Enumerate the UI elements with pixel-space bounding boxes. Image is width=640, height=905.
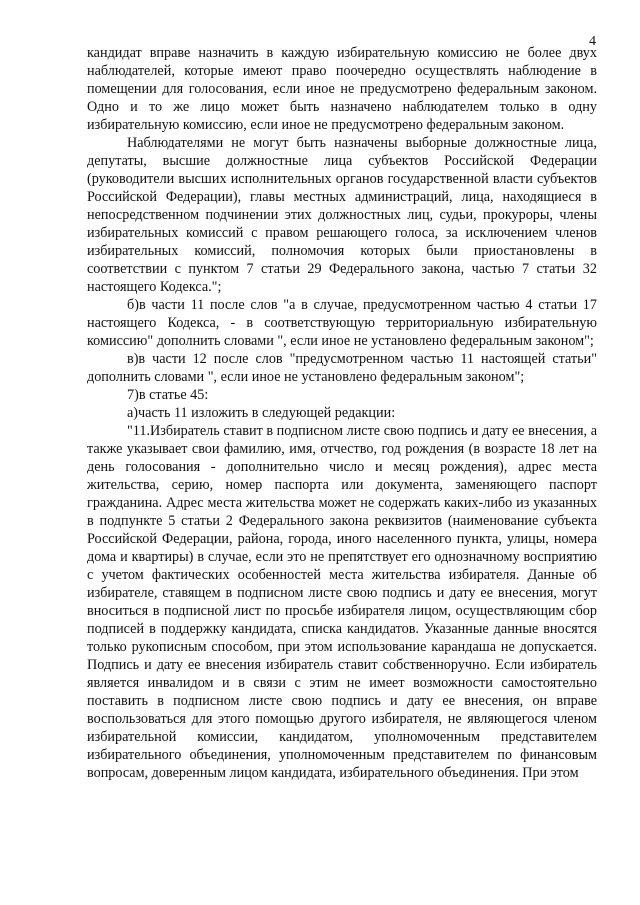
paragraph-amendment-part-11: б)в части 11 после слов "а в случае, предусмотренном частью 4 статьи 17 настоящего Кодекса, - в соответствующую территориальную избирательную комиссию" дополнить словами ", если иное не установлено федеральным законом"; <box>87 297 597 349</box>
paragraph-part-11-text: "11.Избиратель ставит в подписном листе свою подпись и дату ее внесения, а также указывает свои фамилию, имя, отчество, год рождения (в возрасте 18 лет на день голосования - дополнительно число и месяц рождения), адрес места жительства, серию, номер паспорта или документа, заменяющего паспорт гражданина. Адрес места жительства может не содержать каких-либо из указанных в подпункте 5 статьи 2 Федерального закона реквизитов (наименование субъекта Российской Федерации, района, города, иного населенного пункта, улицы, номера дома и квартиры) в случае, если это не препятствует его однозначному восприятию с учетом фактических особенностей места жительства избирателя. Данные об избирателе, ставящем в подписном листе свою подпись и дату ее внесения, могут вноситься в подписной лист по просьбе избирателя лицом, осуществляющим сбор подписей в поддержку кандидата, списка кандидатов. Указанные данные вносятся только рукописным способом, при этом использование карандаша не допускается. Подпись и дату ее внесения избиратель ставит собственноручно. Если избиратель является инвалидом и в связи с этим не имеет возможности самостоятельно поставить в подписном листе свою подпись и дату ее внесения, он вправе воспользоваться для этого помощью другого избирателя, не являющегося членом избирательной комиссии, кандидатом, уполномоченным представителем избирательного объединения, уполномоченным представителем по финансовым вопросам, доверенным лицом кандидата, избирательного объединения. При этом <box>87 423 597 781</box>
paragraph-part-11-new-wording: а)часть 11 изложить в следующей редакции: <box>127 405 396 421</box>
paragraph-observers-appointment: кандидат вправе назначить в каждую избирательную комиссию не более двух наблюдателей, которые имеют право поочередно осуществлять наблюдение в помещении для голосования, если иное не предусмотрено федеральным законом. Одно и то же лицо может быть назначено наблюдателем только в одну избирательную комиссию, если иное не предусмотрено федеральным законом. <box>87 45 597 133</box>
document-body <box>87 44 597 782</box>
paragraph-observers-restrictions: Наблюдателями не могут быть назначены выборные должностные лица, депутаты, высшие должностные лица субъектов Российской Федерации (руководители высших исполнительных органов государственной власти субъектов Российской Федерации), главы местных администраций, лица, находящиеся в непосредственном подчинении этих должностных лиц, судьи, прокуроры, члены избирательных комиссий с правом решающего голоса, за исключением членов избирательных комиссий, полномочия которых были приостановлены в соответствии с пунктом 7 статьи 29 Федерального закона, частью 7 статьи 32 настоящего Кодекса."; <box>87 135 597 295</box>
paragraph-amendment-part-12: в)в части 12 после слов "предусмотренном частью 11 настоящей статьи" дополнить словами ", если иное не установлено федеральным законом"; <box>87 351 597 385</box>
page-number: 4 <box>589 34 596 49</box>
paragraph-article-45-heading: 7)в статье 45: <box>127 387 209 403</box>
